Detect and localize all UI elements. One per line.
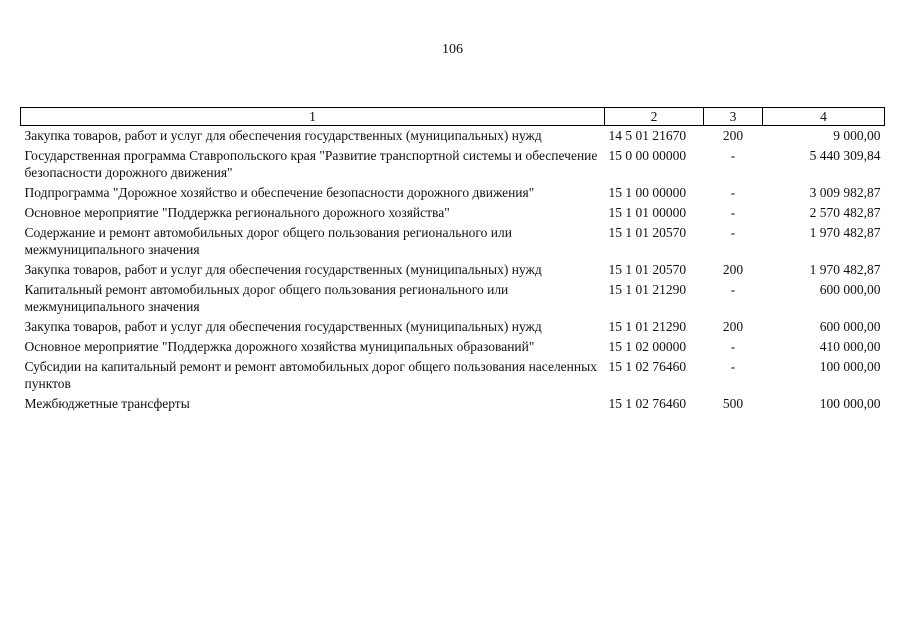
row-sum: 100 000,00 — [819, 359, 881, 374]
table-row — [21, 394, 885, 414]
row-sum: 410 000,00 — [819, 339, 881, 354]
table-body — [21, 126, 885, 415]
row-code: 15 1 00 00000 — [608, 185, 687, 200]
row-name: Субсидии на капитальный ремонт и ремонт автомобильных дорог общего пользования населенных пунктов — [24, 359, 597, 391]
table-row — [21, 126, 885, 147]
row-code: 15 1 01 20570 — [608, 225, 687, 240]
table-row — [21, 260, 885, 280]
row-name: Закупка товаров, работ и услуг для обеспечения государственных (муниципальных) нужд — [24, 262, 542, 277]
row-type: - — [730, 148, 736, 163]
row-type: - — [730, 339, 736, 354]
row-type: - — [730, 225, 736, 240]
row-sum: 5 440 309,84 — [809, 148, 881, 163]
row-name: Закупка товаров, работ и услуг для обеспечения государственных (муниципальных) нужд — [24, 319, 542, 334]
row-type: - — [730, 359, 736, 374]
row-type: - — [730, 282, 736, 297]
row-sum: 1 970 482,87 — [809, 262, 881, 277]
header-row — [21, 108, 885, 126]
row-sum: 600 000,00 — [819, 319, 881, 334]
row-code: 15 1 02 76460 — [608, 396, 687, 411]
row-name: Содержание и ремонт автомобильных дорог общего пользования регионального или межмуниципального значения — [24, 225, 512, 257]
row-code: 15 1 02 00000 — [608, 339, 687, 354]
table-row — [21, 337, 885, 357]
row-type: 200 — [722, 128, 744, 143]
row-code: 15 1 01 00000 — [608, 205, 687, 220]
row-code: 15 1 01 20570 — [608, 262, 687, 277]
page-number: 106 — [442, 42, 463, 57]
row-sum: 100 000,00 — [819, 396, 881, 411]
budget-table — [20, 107, 885, 414]
row-name: Основное мероприятие "Поддержка дорожного хозяйства муниципальных образований" — [24, 339, 535, 354]
row-code: 15 1 02 76460 — [608, 359, 687, 374]
row-name: Подпрограмма "Дорожное хозяйство и обеспечение безопасности дорожного движения" — [24, 185, 535, 200]
table-row — [21, 317, 885, 337]
column-header-2: 2 — [605, 108, 704, 126]
table-row — [21, 146, 885, 183]
row-name: Государственная программа Ставропольского края "Развитие транспортной системы и обеспечение безопасности дорожного движения" — [24, 148, 598, 180]
row-type: 200 — [722, 319, 744, 334]
row-type: - — [730, 185, 736, 200]
table-row — [21, 183, 885, 203]
row-type: 500 — [722, 396, 744, 411]
row-code: 14 5 01 21670 — [608, 128, 687, 143]
row-type: - — [730, 205, 736, 220]
row-sum: 9 000,00 — [833, 128, 881, 143]
row-code: 15 1 01 21290 — [608, 319, 687, 334]
table-row — [21, 223, 885, 260]
row-sum: 600 000,00 — [819, 282, 881, 297]
row-name: Закупка товаров, работ и услуг для обеспечения государственных (муниципальных) нужд — [24, 128, 542, 143]
table-row — [21, 357, 885, 394]
row-name: Межбюджетные трансферты — [24, 396, 190, 411]
row-sum: 2 570 482,87 — [809, 205, 881, 220]
row-name: Основное мероприятие "Поддержка регионального дорожного хозяйства" — [24, 205, 450, 220]
row-code: 15 0 00 00000 — [608, 148, 687, 163]
row-type: 200 — [722, 262, 744, 277]
column-header-4: 4 — [763, 108, 885, 126]
table-row — [21, 280, 885, 317]
row-sum: 3 009 982,87 — [809, 185, 881, 200]
column-header-1: 1 — [21, 108, 605, 126]
table-header — [21, 108, 885, 126]
table-row — [21, 203, 885, 223]
row-name: Капитальный ремонт автомобильных дорог общего пользования регионального или межмуниципального значения — [24, 282, 509, 314]
column-header-3: 3 — [704, 108, 763, 126]
row-code: 15 1 01 21290 — [608, 282, 687, 297]
row-sum: 1 970 482,87 — [809, 225, 881, 240]
